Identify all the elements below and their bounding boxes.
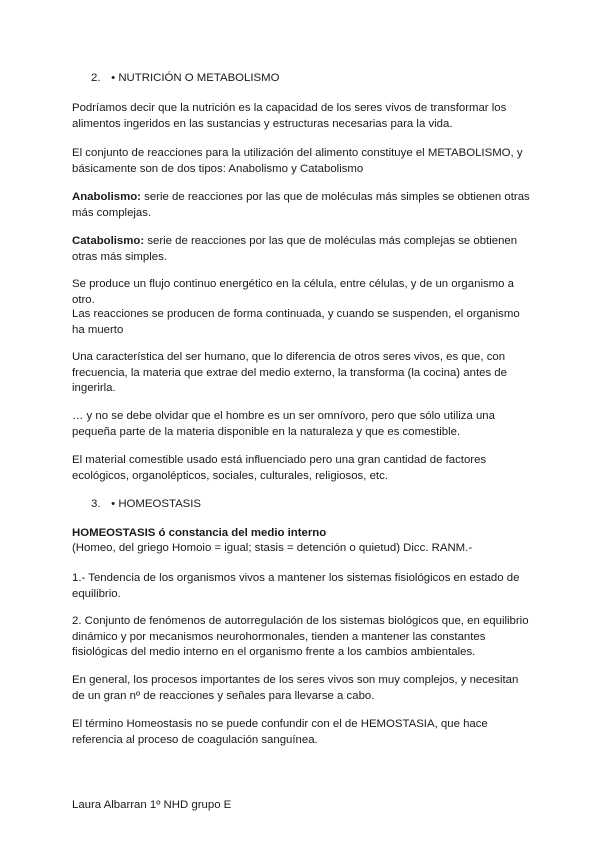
homeostasis-definition-2: 2. Conjunto de fenómenos de autorregulación de los sistemas biológicos que, en equilibrio dinámico y por mecanismos neurohormonales, tienden a mantener las constantes fisiológicas del medio interno en el organismo frente a los cambios ambientales. bbox=[72, 615, 529, 658]
section-number: 2. bbox=[91, 72, 101, 84]
paragraph-caracteristica-humana: Una característica del ser humano, que lo diferencia de otros seres vivos, es que, con frecuencia, la materia que extrae del medio externo, la transforma (la cocina) antes de ingerirla. bbox=[72, 351, 507, 394]
paragraph-catabolismo bbox=[72, 234, 532, 265]
homeostasis-title bbox=[72, 526, 532, 542]
paragraph-omnivoro: … y no se debe olvidar que el hombre es un ser omnívoro, pero que sólo utiliza una pequeña parte de la materia disponible en la naturaleza y que es comestible. bbox=[72, 410, 495, 438]
catabolismo-definition: serie de reacciones por las que de moléculas más complejas se obtienen otras más simples. bbox=[72, 235, 518, 263]
homeostasis-etymology: (Homeo, del griego Homoio = igual; stasis = detención o quietud) Dicc. RANM.- bbox=[72, 542, 473, 554]
paragraph-metabolismo: El conjunto de reacciones para la utilización del alimento constituye el METABOLISMO, y básicamente son de dos tipos: Anabolismo y Catabolismo bbox=[72, 147, 523, 175]
paragraph-nutricion-definition: Podríamos decir que la nutrición es la capacidad de los seres vivos de transformar los alimentos ingeridos en las sustancias y estructuras necesarias para la vida. bbox=[72, 102, 507, 130]
section-title: • NUTRICIÓN O METABOLISMO bbox=[111, 72, 280, 84]
section-number: 3. bbox=[91, 498, 101, 510]
paragraph-flujo-energetico: Se produce un flujo continuo energético en la célula, entre células, y de un organismo a otro. bbox=[72, 278, 514, 306]
anabolismo-definition: serie de reacciones por las que de moléculas más simples se obtienen otras más complejas. bbox=[72, 191, 530, 219]
section-title: • HOMEOSTASIS bbox=[111, 498, 202, 510]
term-catabolismo: Catabolismo: bbox=[72, 235, 145, 247]
section-heading-homeostasis bbox=[91, 497, 201, 513]
term-anabolismo: Anabolismo: bbox=[72, 191, 141, 203]
paragraph-anabolismo bbox=[72, 190, 532, 221]
homeostasis-definition-1: 1.- Tendencia de los organismos vivos a mantener los sistemas fisiológicos en estado de equilibrio. bbox=[72, 572, 520, 600]
paragraph-hemostasia: El término Homeostasis no se puede confundir con el de HEMOSTASIA, que hace referencia al proceso de coagulación sanguínea. bbox=[72, 718, 488, 746]
paragraph-reacciones-continuadas: Las reacciones se producen de forma continuada, y cuando se suspenden, el organismo ha muerto bbox=[72, 308, 520, 336]
paragraph-material-comestible: El material comestible usado está influenciado pero una gran cantidad de factores ecológicos, organolépticos, sociales, culturales, religiosos, etc. bbox=[72, 454, 487, 482]
homeostasis-title-text: HOMEOSTASIS ó constancia del medio interno bbox=[72, 527, 327, 539]
paragraph-procesos-complejos: En general, los procesos importantes de los seres vivos son muy complejos, y necesitan de un gran nº de reacciones y señales para llevarse a cabo. bbox=[72, 674, 519, 702]
section-heading-nutricion bbox=[91, 71, 280, 87]
footer-author: Laura Albarran 1º NHD grupo E bbox=[72, 799, 232, 811]
